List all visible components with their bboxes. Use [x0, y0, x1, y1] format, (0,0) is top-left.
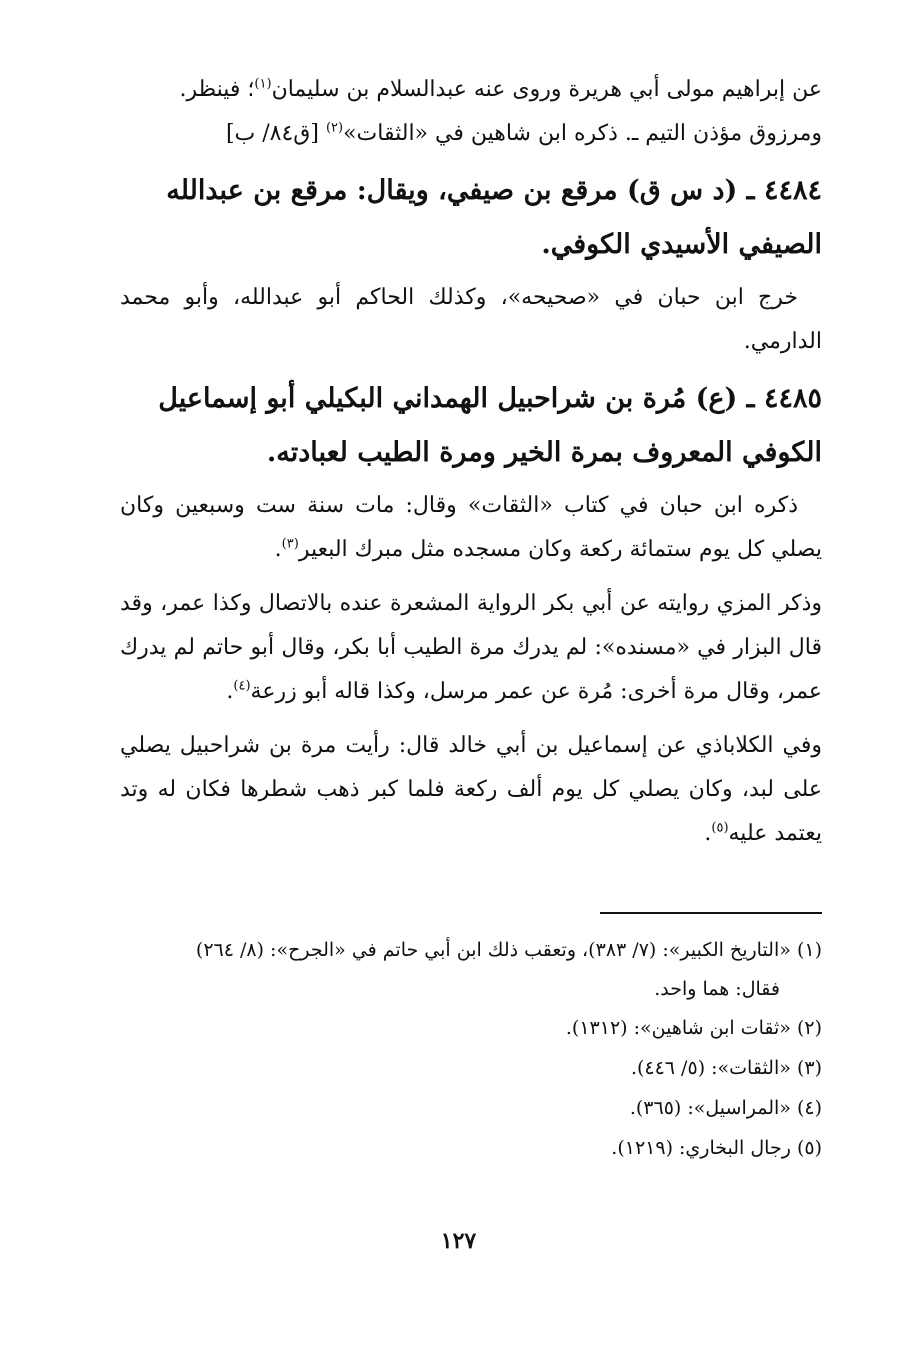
footnote-ref-1[interactable]: (١) — [254, 76, 272, 92]
footnotes — [120, 930, 822, 1168]
text-line-2: ومرزوق مؤذن التيم ـ. ذكره ابن شاهين في «الثقات»$^{(٢)}$ [ق٨٤/ ب] — [225, 120, 822, 146]
page-number: ١٢٧ — [440, 1228, 477, 1254]
footnote-3: (٣) «الثقات»: (٥/ ٤٤٦). — [630, 1057, 822, 1079]
footnote-number: (٥) — [796, 1137, 822, 1159]
footnote-number: (٢) — [796, 1017, 822, 1039]
footnote-4: (٤) «المراسيل»: (٣٦٥). — [629, 1097, 822, 1119]
entry-heading-4485: ٤٤٨٥ ـ (ع) مُرة بن شراحبيل الهمداني البكيلي أبو إسماعيل الكوفي المعروف بمرة الخير ومرة الطيب لعبادته. — [158, 383, 822, 468]
footnote-number: (٤) — [796, 1097, 822, 1119]
footnote-5: (٥) رجال البخاري: (١٢١٩). — [611, 1137, 822, 1159]
footnote-number: (٣) — [796, 1057, 822, 1079]
footnote-ref-5[interactable]: (٥) — [711, 820, 729, 836]
text-line-1: عن إبراهيم مولى أبي هريرة وروى عنه عبدالسلام بن سليمان$^{(١)}$؛ فينظر. — [179, 76, 822, 102]
main-text — [120, 68, 822, 856]
footnote-1-continued: فقال: هما واحد. — [654, 978, 780, 1000]
entry-4485-para-2: وذكر المزي روايته عن أبي بكر الرواية المشعرة عنده بالاتصال وكذا عمر، وقد قال البزار في «مسنده»: لم يدرك مرة الطيب أبا بكر، وقال أبو حاتم لم يدرك عمر، وقال مرة أخرى: مُرة عن عمر مرسل، وكذا قاله أبو زرعة$^{(٤)}$. — [120, 591, 822, 704]
footnote-1: (١) «التاريخ الكبير»: (٧/ ٣٨٣)، وتعقب ذلك ابن أبي حاتم في «الجرح»: (٨/ ٢٦٤) — [195, 939, 822, 961]
footnote-ref-4[interactable]: (٤) — [233, 678, 251, 694]
footnote-ref-3[interactable]: (٣) — [281, 536, 299, 552]
footnote-2: (٢) «ثقات ابن شاهين»: (١٣١٢). — [565, 1017, 822, 1039]
entry-4485-para-1: ذكره ابن حبان في كتاب «الثقات» وقال: مات سنة ست وسبعين وكان يصلي كل يوم ستمائة ركعة وكان مسجده مثل مبرك البعير$^{(٣)}$. — [120, 493, 822, 562]
footnote-divider — [600, 912, 822, 914]
footnote-number: (١) — [796, 939, 822, 961]
footnote-ref-2[interactable]: (٢) — [325, 120, 344, 136]
entry-4485-para-3: وفي الكلاباذي عن إسماعيل بن أبي خالد قال: رأيت مرة بن شراحبيل يصلي على لبد، وكان يصلي كل يوم ألف ركعة فلما كبر ذهب شطرها فكان له وتد يعتمد عليه$^{(٥)}$. — [120, 733, 822, 846]
entry-heading-4484: ٤٤٨٤ ـ (د س ق) مرقع بن صيفي، ويقال: مرقع بن عبدالله الصيفي الأسيدي الكوفي. — [166, 175, 822, 260]
entry-4484-body: خرج ابن حبان في «صحيحه»، وكذلك الحاكم أبو عبدالله، وأبو محمد الدارمي. — [120, 285, 822, 354]
